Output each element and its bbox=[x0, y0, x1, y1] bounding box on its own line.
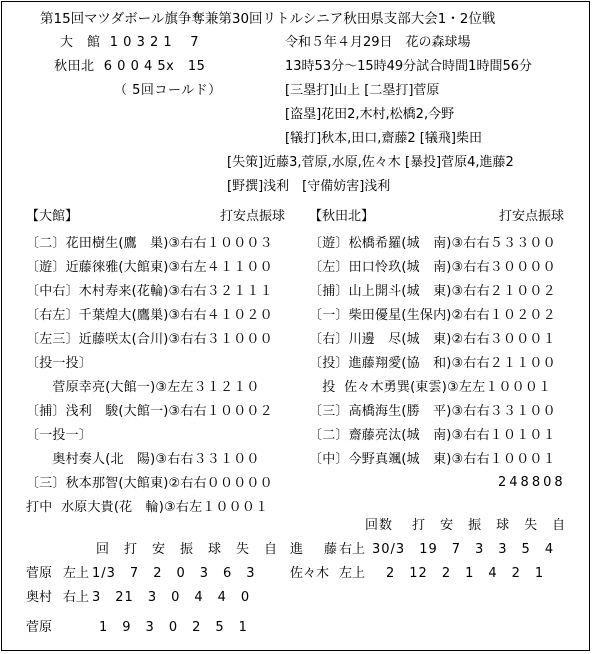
pitcher-name: 奥村 bbox=[26, 590, 53, 605]
lineup-row: 〔遊〕近藤徠雅(大館東)③右左４１１００ bbox=[26, 260, 273, 275]
lineup-row: 〔捕〕浅利 駿(大館一)③右右１０００２ bbox=[26, 404, 273, 419]
lineup-odate bbox=[26, 232, 296, 520]
lineup-akitakita bbox=[309, 232, 584, 472]
errors-wild-pitches: [失策]近藤3,菅原,水原,佐々木 [暴投]菅原4,進藤2 bbox=[227, 155, 514, 170]
stat-header-akitakita: 打安点振球 bbox=[499, 209, 565, 224]
game-time: 13時53分～15時49分試合時間1時間56分 bbox=[285, 59, 532, 74]
score-note: （ 5回コールド） bbox=[114, 83, 222, 98]
lineup-row: 〔右〕川邊 尽(城 東)②右右３０００１ bbox=[309, 332, 556, 347]
lineup-row: 菅原幸亮(大館一)③左左３１２１０ bbox=[26, 380, 260, 395]
pitcher-hand: 左上 bbox=[339, 566, 366, 581]
team-name-odate: 【大館】 bbox=[26, 209, 79, 224]
pitcher-stats: 1/3 7 2 0 3 6 3 bbox=[92, 566, 256, 581]
pitcher-stats: 2 12 2 1 4 2 1 bbox=[386, 566, 545, 581]
lineup-row: 〔中〕今野真颯(城 東)③右右１０００１ bbox=[309, 452, 556, 467]
team-name-akitakita: 【秋田北】 bbox=[309, 209, 375, 224]
lineup-row: 〔左三〕近藤咲太(合川)③右右３１０００ bbox=[26, 332, 273, 347]
pitcher-name: 佐々木 bbox=[290, 566, 330, 581]
lineup-row: 〔三〕高橋海生(勝 平)③右右３３１００ bbox=[309, 404, 556, 419]
game-date: 令和５年４月29日 花の森球場 bbox=[285, 35, 471, 50]
lineup-row: 〔中右〕木村寿来(花輪)③右右３２１１１ bbox=[26, 284, 273, 299]
pitcher-stats: 30/3 19 7 3 3 5 4 bbox=[372, 542, 555, 557]
document-frame bbox=[1, 1, 590, 651]
pitching-header-right: 回数 打 安 振 球 失 自 bbox=[365, 518, 567, 533]
document-title: 第15回マツダボール旗争奪兼第30回リトルシニア秋田県支部大会1・2位戦 bbox=[40, 11, 496, 27]
pitcher-name: 進 藤 bbox=[290, 542, 342, 557]
lineup-row: 〔二〕齋藤亮汰(城 南)③右右１０１０１ bbox=[309, 428, 556, 443]
score-row-odate: 大 館 1 0 3 2 1 7 bbox=[60, 35, 200, 50]
fielders-choice: [野撰]浅利 [守備妨害]浅利 bbox=[227, 179, 391, 194]
lineup-row: 投 佐々木勇巽(東雲)③左左１０００１ bbox=[309, 380, 552, 395]
stat-header-odate: 打安点振球 bbox=[220, 209, 286, 224]
sacrifices: [犠打]秋本,田口,齋藤2 [犠飛]柴田 bbox=[285, 131, 482, 146]
pitcher-stats: 3 21 3 0 4 4 0 bbox=[92, 590, 251, 605]
lineup-row: 〔一投一〕 bbox=[26, 428, 93, 443]
lineup-row: 〔三〕秋本那智(大館東)②右右０００００ bbox=[26, 476, 273, 491]
pitcher-hand: 右上 bbox=[63, 590, 90, 605]
lineup-row: 〔投〕進藤翔愛(協 和)③右右２１１００ bbox=[309, 356, 556, 371]
lineup-row: 〔一〕柴田優星(生保内)②右右１０２０２ bbox=[309, 308, 556, 323]
pitcher-hand: 左上 bbox=[63, 566, 90, 581]
pitcher-hand: 右上 bbox=[339, 542, 366, 557]
score-row-akitakita: 秋田北 6 0 0 4 5x 15 bbox=[54, 59, 206, 74]
lineup-row: 奥村奏人(北 陽)③右右３３１００ bbox=[26, 452, 260, 467]
lineup-row: 〔右左〕千葉煌大(鷹巣)③右右４１０２０ bbox=[26, 308, 273, 323]
lineup-row: 〔二〕花田樹生(鷹 巣)③右右１０００３ bbox=[26, 236, 273, 251]
pitcher-name: 菅原 bbox=[26, 620, 53, 635]
lineup-row: 〔遊〕松橋希羅(城 南)③右右５３３００ bbox=[309, 236, 556, 251]
team-total-akitakita: 248808 bbox=[498, 475, 566, 490]
extra-base-hits: [三塁打]山上 [二塁打]菅原 bbox=[285, 83, 440, 98]
stolen-bases: [盗塁]花田2,木村,松橋2,今野 bbox=[285, 107, 455, 122]
pitcher-name: 菅原 bbox=[26, 566, 53, 581]
lineup-row: 〔捕〕山上開斗(城 東)③右右２１００２ bbox=[309, 284, 556, 299]
lineup-row: 〔左〕田口怜玖(城 南)③右右３００００ bbox=[309, 260, 556, 275]
lineup-row: 打中 水原大貴(花 輪)③右左１０００１ bbox=[26, 500, 269, 515]
pitching-header-left: 回 打 安 振 球 失 自 bbox=[96, 542, 279, 557]
lineup-row: 〔投一投〕 bbox=[26, 356, 93, 371]
pitcher-stats: 1 9 3 0 2 5 1 bbox=[99, 620, 248, 635]
